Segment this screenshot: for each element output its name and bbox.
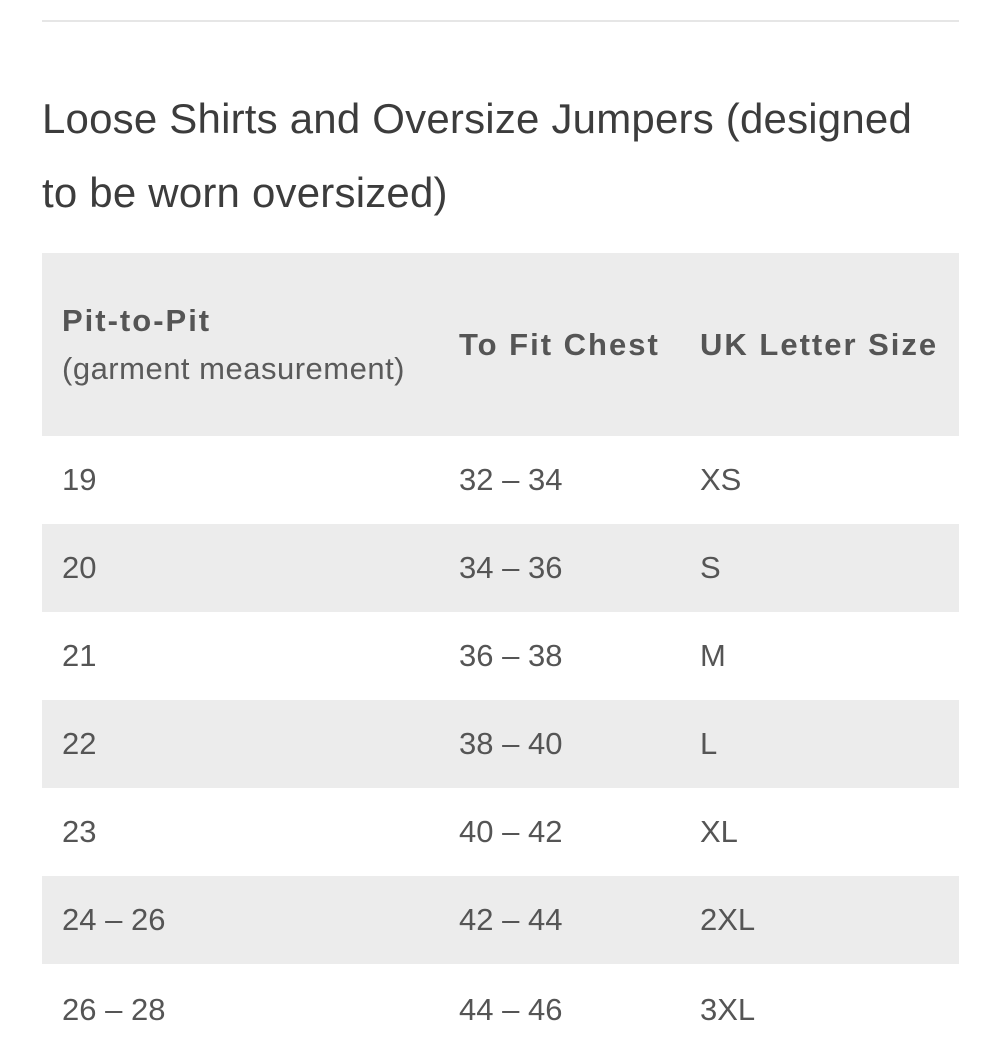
cell-pit-to-pit: 24 – 26 [62, 902, 166, 937]
cell-pit-to-pit: 21 [62, 638, 97, 673]
cell-uk-letter-size: S [700, 550, 721, 585]
cell-uk-letter-size: 2XL [700, 902, 756, 937]
table-row [42, 612, 959, 700]
header-pit-to-pit [42, 253, 439, 436]
section-title: Loose Shirts and Oversize Jumpers (designed to be worn oversized) [42, 95, 913, 216]
cell-pit-to-pit: 26 – 28 [62, 992, 166, 1027]
cell-to-fit-chest: 38 – 40 [459, 726, 563, 761]
cell-pit-to-pit: 19 [62, 462, 97, 497]
header-pit-to-pit-label: Pit-to-Pit [62, 302, 212, 338]
cell-to-fit-chest: 42 – 44 [459, 902, 563, 937]
table-row [42, 436, 959, 524]
header-uk-letter-size: UK Letter Size [700, 326, 939, 362]
cell-to-fit-chest: 32 – 34 [459, 462, 563, 497]
cell-to-fit-chest: 44 – 46 [459, 992, 563, 1027]
cell-uk-letter-size: XS [700, 462, 742, 497]
table-row [42, 700, 959, 788]
cell-to-fit-chest: 34 – 36 [459, 550, 563, 585]
table-row [42, 964, 959, 1052]
header-pit-to-pit-note: (garment measurement) [62, 350, 406, 386]
cell-pit-to-pit: 23 [62, 814, 97, 849]
table-row [42, 524, 959, 612]
cell-pit-to-pit: 20 [62, 550, 97, 585]
cell-to-fit-chest: 40 – 42 [459, 814, 563, 849]
header-to-fit-chest: To Fit Chest [459, 326, 660, 362]
cell-uk-letter-size: XL [700, 814, 738, 849]
cell-uk-letter-size: L [700, 726, 718, 761]
cell-to-fit-chest: 36 – 38 [459, 638, 563, 673]
cell-uk-letter-size: 3XL [700, 992, 756, 1027]
cell-pit-to-pit: 22 [62, 726, 97, 761]
cell-uk-letter-size: M [700, 638, 726, 673]
table-row [42, 788, 959, 876]
table-row [42, 876, 959, 964]
table-header-row [42, 253, 959, 436]
size-chart-table [42, 253, 959, 1052]
top-divider [42, 20, 959, 22]
